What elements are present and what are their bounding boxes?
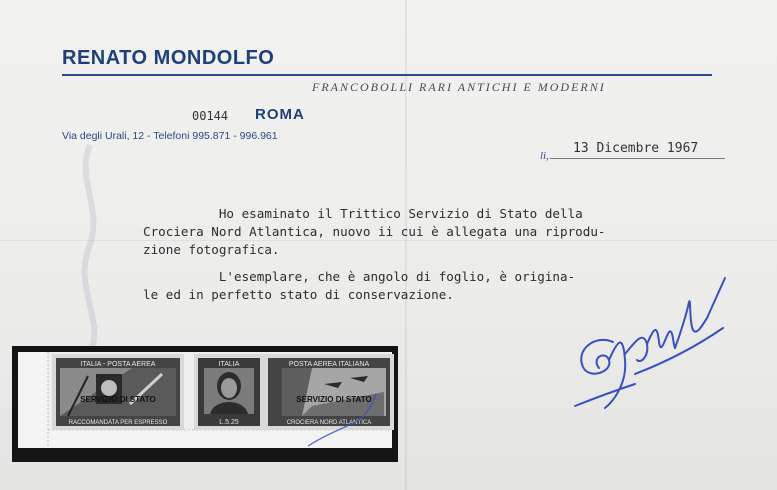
right-stamp-bottom-text: CROCIERA NORD ATLANTICA [286, 420, 372, 426]
handwritten-signature [565, 272, 735, 420]
firm-tagline: FRANCOBOLLI RARI ANTICHI E MODERNI [312, 80, 606, 94]
center-stamp-value: L.5.25 [219, 419, 239, 426]
firm-address: Via degli Urali, 12 - Telefoni 995.871 - 996.961 [62, 130, 278, 142]
right-stamp-top-text: POSTA AEREA ITALIANA [288, 361, 370, 368]
center-stamp-top-text: ITALIA [218, 361, 240, 368]
date-prefix: li, [540, 150, 549, 162]
body-paragraph-1: Ho esaminato il Trittico Servizio di Stato della Crociera Nord Atlantica, nuovo ii cui è allegata una riprodu- zione fotografica. [143, 206, 606, 257]
faint-watermark [70, 140, 110, 360]
body-paragraph-2: L'esemplare, che è angolo di foglio, è origina- le ed in perfetto stato di conservazione. [143, 269, 576, 302]
firm-name: RENATO MONDOLFO [62, 47, 275, 69]
stamp-triptych-photo [12, 346, 398, 462]
letterhead-rule [62, 74, 712, 76]
reference-number: 00144 [192, 109, 229, 123]
date-underline [550, 158, 725, 159]
right-stamp-overprint: SERVIZIO DI STATO [296, 395, 372, 404]
left-stamp-overprint: SERVIZIO DI STATO [80, 395, 156, 404]
city-name: ROMA [255, 106, 305, 123]
left-stamp-top-text: ITALIA - POSTA AEREA [80, 361, 156, 368]
letter-date: 13 Dicembre 1967 [573, 141, 699, 156]
left-stamp-bottom-text: RACCOMANDATA PER ESPRESSO [68, 420, 168, 426]
